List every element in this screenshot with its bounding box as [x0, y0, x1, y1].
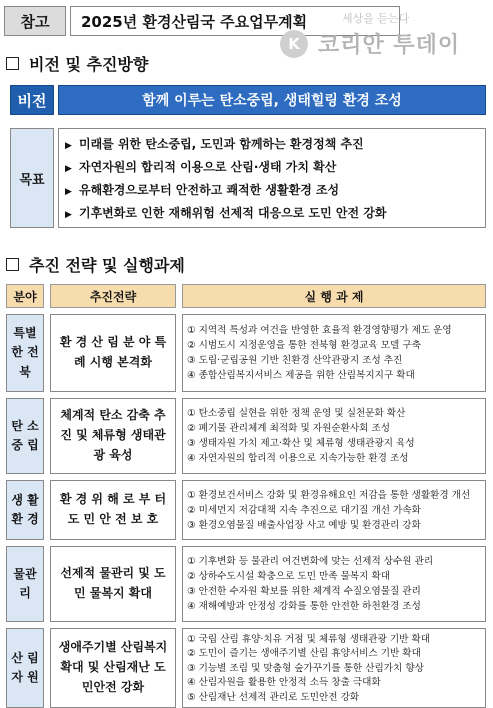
category-cell: 생 활 환 경	[6, 480, 44, 540]
strategy-cell: 환 경 산 림 분 야 특례 시행 본격화	[50, 314, 176, 392]
watermark-name: 코리안 투데이	[318, 33, 461, 58]
triangle-bullet-icon: ▶	[65, 210, 72, 220]
table-row	[6, 398, 486, 474]
goal-item: ▶ 유해환경으로부터 안전하고 쾌적한 생활환경 조성	[65, 183, 340, 197]
goal-list	[58, 128, 486, 228]
watermark-tagline: 세상을 듣는다	[342, 12, 410, 25]
table-row	[6, 628, 486, 708]
triangle-bullet-icon: ▶	[65, 141, 72, 151]
task-item: ③ 안전한 수자원 확보를 위한 체계적 수질오염물질 관리	[187, 586, 421, 597]
task-item: ③ 생태자원 가치 제고·확산 및 체류형 생태관광지 육성	[187, 438, 415, 449]
goal-row	[10, 128, 486, 228]
goal-item: ▶ 자연자원의 합리적 이용으로 산림·생태 가치 확산	[65, 160, 337, 174]
reference-tag: 참고	[4, 6, 66, 36]
strategy-cell: 생애주기별 산림복지 확대 및 산림재난 도민안전 강화	[50, 628, 176, 708]
category-cell: 특별한 전 북	[6, 314, 44, 392]
task-item: ③ 도립·군립공원 기반 친환경 산악관광지 조성 추진	[187, 355, 403, 366]
table-row	[6, 314, 486, 392]
strategy-table	[6, 284, 486, 703]
header-field: 분야	[6, 284, 44, 308]
task-item: ② 도민이 즐기는 생애주기별 산림 휴양서비스 기반 확대	[187, 648, 421, 660]
goal-item: ▶ 기후변화로 인한 재해위험 선제적 대응으로 도민 안전 강화	[65, 206, 387, 220]
table-row	[6, 546, 486, 622]
task-cell	[182, 628, 486, 708]
square-bullet-icon	[6, 57, 19, 70]
task-item: ④ 종합산림복지서비스 제공을 위한 산림복지지구 확대	[187, 370, 415, 381]
task-cell	[182, 314, 486, 392]
task-item: ③ 환경오염물질 배출사업장 사고 예방 및 환경관리 강화	[187, 519, 421, 531]
task-item: ① 지역적 특성과 여건을 반영한 효율적 환경영향평가 제도 운영	[187, 325, 452, 336]
task-item: ② 시범도시 지정운영을 통한 전북형 환경교육 모델 구축	[187, 340, 421, 351]
header-tasks: 실 행 과 제	[182, 284, 486, 308]
section-strategy-label: 추진 전략 및 실행과제	[29, 256, 185, 275]
task-item: ① 국립 산림 휴양·치유 거점 및 체류형 생태관광 기반 확대	[187, 633, 430, 645]
task-cell	[182, 546, 486, 622]
triangle-bullet-icon: ▶	[65, 164, 72, 174]
task-item: ③ 기능별 조림 및 맞춤형 숲가꾸기를 통한 산림가치 향상	[187, 662, 424, 674]
task-item: ① 탄소중립 실현을 위한 정책 운영 및 실천문화 확산	[187, 408, 406, 419]
task-item: ② 미세먼지 저감대책 지속 추진으로 대기질 개선 가속화	[187, 504, 421, 516]
strategy-cell: 환 경 위 해 로 부 터 도 민 안 전 보 호	[50, 480, 176, 540]
goal-item: ▶ 미래를 위한 탄소중립, 도민과 함께하는 환경정책 추진	[65, 137, 364, 151]
strategy-cell: 체계적 탄소 감축 추진 및 체류형 생태관광 육성	[50, 398, 176, 474]
task-item: ⑤ 산림재난 선제적 관리로 도민안전 강화	[187, 691, 360, 703]
vision-text: 함께 이루는 탄소중립, 생태힐링 환경 조성	[58, 85, 486, 115]
document-title: 2025년 환경산림국 주요업무계획	[70, 6, 400, 36]
table-row	[6, 480, 486, 540]
section-vision-title	[6, 52, 148, 75]
section-strategy-title	[6, 253, 185, 276]
vision-row	[10, 85, 486, 115]
task-item: ② 상하수도시설 확충으로 도민 만족 물복지 확대	[187, 571, 390, 582]
header-strategy: 추진전략	[50, 284, 176, 308]
watermark	[270, 8, 490, 70]
table-header-row	[6, 284, 486, 308]
task-item: ② 폐기물 관리체계 최적화 및 자원순환사회 조성	[187, 423, 390, 434]
category-cell: 물관리	[6, 546, 44, 622]
task-item: ① 기후변화 등 물관리 여건변화에 맞는 선제적 상수원 관리	[187, 556, 434, 567]
task-cell	[182, 480, 486, 540]
square-bullet-icon	[6, 258, 19, 271]
triangle-bullet-icon: ▶	[65, 187, 72, 197]
task-cell	[182, 398, 486, 474]
vision-label: 비전	[10, 85, 54, 115]
task-item: ① 환경보건서비스 강화 및 환경유해요인 저감을 통한 생활환경 개선	[187, 489, 471, 501]
task-item: ④ 자연자원의 합리적 이용으로 지속가능한 환경 조성	[187, 453, 409, 464]
task-item: ④ 재해예방과 안정성 강화를 통한 안전한 하천환경 조성	[187, 601, 421, 612]
goal-label: 목표	[10, 128, 54, 228]
strategy-cell: 선제적 물관리 및 도민 물복지 확대	[50, 546, 176, 622]
watermark-logo-icon: K	[280, 30, 308, 58]
category-cell: 탄 소 중 립	[6, 398, 44, 474]
task-item: ④ 산림자원을 활용한 안정적 소득 창출 극대화	[187, 677, 381, 689]
category-cell: 산 림 자 원	[6, 628, 44, 708]
section-vision-label: 비전 및 추진방향	[29, 55, 149, 74]
